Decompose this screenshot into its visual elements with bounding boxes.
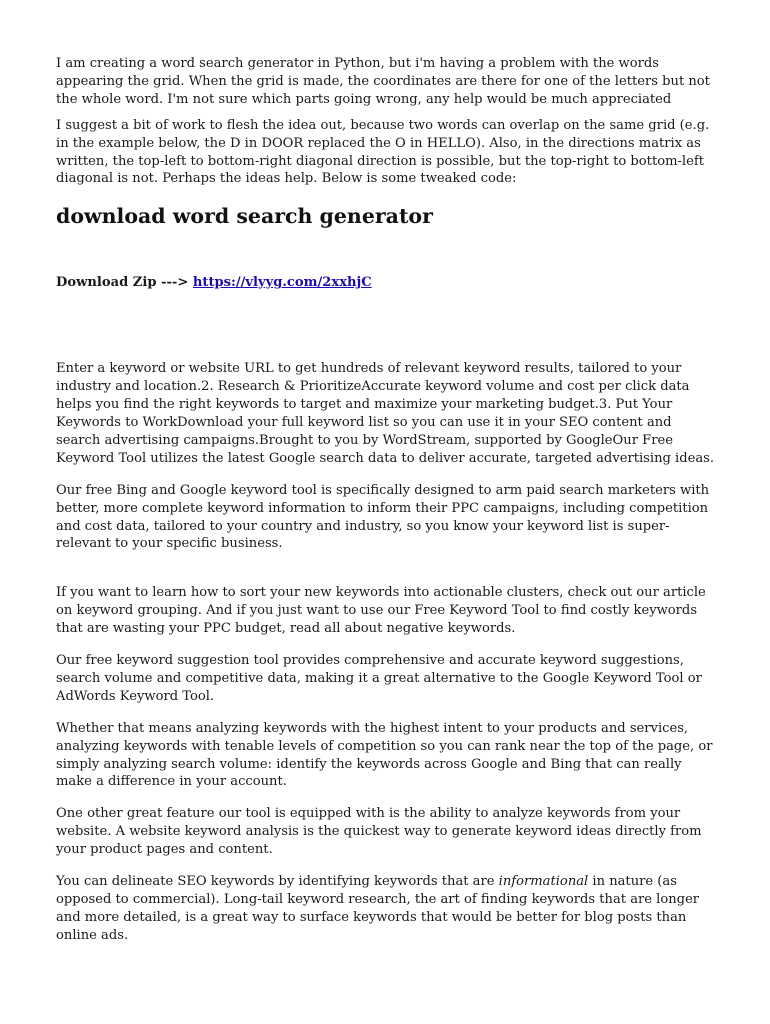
- download-line: [56, 274, 718, 292]
- body-paragraph-3: If you want to learn how to sort your new keywords into actionable clusters, check out our article on keyword grouping. And if you just want to use our Free Keyword Tool to find costly keywords that are wasting your PPC budget, read all about negative keywords.: [56, 585, 706, 637]
- body-paragraph-7-end: in nature (as opposed to commercial). Long-tail keyword research, the art of finding keywords that are longer and more detailed, is a great way to surface keywords that would be better for blog posts than online ads.: [56, 874, 700, 943]
- body-paragraph-6: One other great feature our tool is equipped with is the ability to analyze keywords from your website. A website keyword analysis is the quickest way to generate keyword ideas directly from your product pages and content.: [56, 806, 702, 858]
- document-page: [56, 55, 718, 959]
- body-paragraph-4: Our free keyword suggestion tool provides comprehensive and accurate keyword suggestions, search volume and competitive data, making it a great alternative to the Google Keyword Tool or AdWords Keyword Tool.: [56, 653, 702, 704]
- body-paragraph-7: [56, 873, 718, 945]
- emphasis-informational: informational: [498, 874, 589, 890]
- body-paragraph-2: Our free Bing and Google keyword tool is specifically designed to arm paid search marketers with better, more complete keyword information to inform their PPC campaigns, including competition and cost data, tailored to your country and industry, so you know your keyword list is super-relevant to your specific business.: [56, 482, 710, 552]
- question-paragraph: I am creating a word search generator in Python, but i'm having a problem with the words appearing the grid. When the grid is made, the coordinates are there for one of the letters but not the whole word. I'm not sure which parts going wrong, any help would be much appreciated: [56, 56, 710, 107]
- answer-paragraph: I suggest a bit of work to flesh the idea out, because two words can overlap on the same grid (e.g. in the example below, the D in DOOR replaced the O in HELLO). Also, in the directions matrix as written, the top-left to bottom-right diagonal direction is possible, but the top-right to bottom-left diagonal is not. Perhaps the ideas help. Below is some tweaked code:: [56, 117, 710, 187]
- page-heading: download word search generator: [56, 204, 433, 229]
- body-paragraph-1: Enter a keyword or website URL to get hundreds of relevant keyword results, tailored to your industry and location.2. Research & PrioritizeAccurate keyword volume and cost per click data helps you find the right keywords to target and maximize your marketing budget.3. Put Your Keywords to WorkDownload your full keyword list so you can use it in your SEO content and search advertising campaigns.Brought to you by WordStream, supported by GoogleOur Free Keyword Tool utilizes the latest Google search data to deliver accurate, targeted advertising ideas.: [56, 361, 715, 466]
- article-body: [56, 360, 718, 944]
- body-paragraph-7-start: You can delineate SEO keywords by identifying keywords that are: [56, 874, 499, 890]
- body-paragraph-5: Whether that means analyzing keywords with the highest intent to your products and services, analyzing keywords with tenable levels of competition so you can rank near the top of the page, or simply analyzing search volume: identify the keywords across Google and Bing that can really make a difference in your account.: [56, 720, 713, 790]
- download-link[interactable]: https://vlyyg.com/2xxhjC: [192, 275, 372, 291]
- download-label: Download Zip --->: [56, 275, 189, 291]
